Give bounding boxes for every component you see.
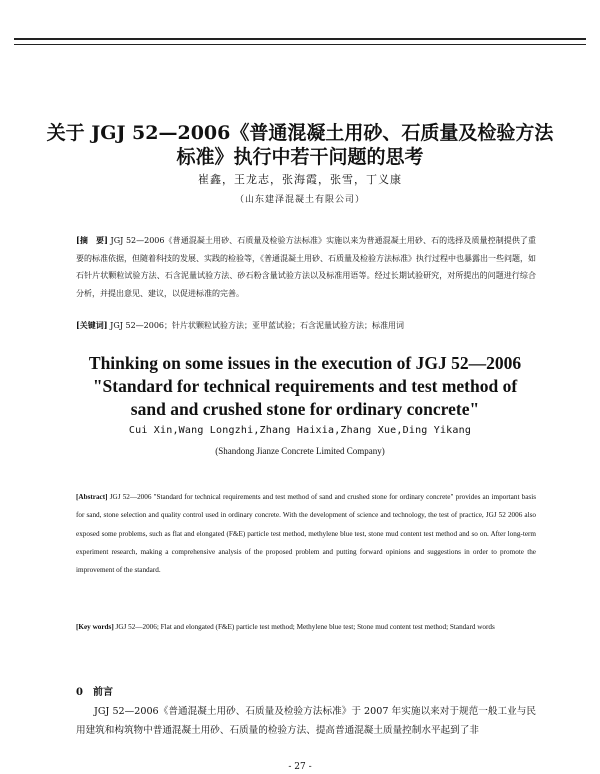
english-authors: Cui Xin,Wang Longzhi,Zhang Haixia,Zhang Xue,Ding Yikang <box>128 425 472 436</box>
english-title-line-2: "Standard for technical requirements and test method of <box>92 376 518 396</box>
page-number: - 27 - <box>288 762 312 772</box>
header-rule-top <box>14 38 586 40</box>
chinese-keywords-text: JGJ 52—2006；针片状颗粒试验方法；亚甲蓝试验；石含泥量试验方法；标准用词 <box>110 321 405 330</box>
english-title <box>60 352 550 421</box>
english-abstract <box>76 488 536 579</box>
chinese-title-line-2: 标准》执行中若干问题的思考 <box>176 146 424 168</box>
english-keywords-label: [Key words] <box>76 623 114 631</box>
english-keywords-text: JGJ 52—2006; Flat and elongated (F&E) particle test method; Methylene blue test; Stone mud content test method; Standard words <box>115 623 495 631</box>
header-rule-bottom <box>14 44 586 45</box>
english-title-line-3: sand and crushed stone for ordinary concrete" <box>130 399 480 419</box>
chinese-keywords <box>76 318 536 333</box>
section-heading-introduction: 0 前言 <box>76 687 113 698</box>
chinese-title <box>0 121 600 169</box>
chinese-abstract <box>76 232 536 302</box>
english-title-line-1: Thinking on some issues in the execution of JGJ 52—2006 <box>88 353 522 373</box>
body-paragraph: JGJ 52—2006《普通混凝土用砂、石质量及检验方法标准》于 2007 年实施以来对于规范一般工业与民用建筑和构筑物中普通混凝土用砂、石质量的检验方法、提高普通混凝土质量控制水平起到了非 <box>76 706 536 736</box>
chinese-affiliation: （山东建泽混凝土有限公司） <box>234 195 365 205</box>
english-affiliation: (Shandong Jianze Concrete Limited Company) <box>215 446 385 456</box>
chinese-abstract-text: JGJ 52—2006《普通混凝土用砂、石质量及检验方法标准》实施以来为普通混凝土用砂、石的选择及质量控制提供了重要的标准依据，但随着科技的发展、实践的检验等，《普通混凝土用砂、石质量及检验方法标准》执行过程中也暴露出一些问题，如石针片状颗粒试验方法、石含泥量试验方法、砂石粉含量试验方法以及标准用语等。经过长期试验研究，对所提出的问题进行综合分析，并提出意见、建议，以促进标准的完善。 <box>76 236 536 298</box>
chinese-keywords-label: [关键词] <box>76 320 108 330</box>
english-abstract-text: JGJ 52—2006 "Standard for technical requirements and test method of sand and crushed stone for ordinary concrete" provides an important basis for sand, stone selection and quality control used in ordinary concrete. With the development of science and technology, the test of practice, JGJ 52 2006 also exposed some problems, such as flat and elongated (F&E) particle test method, methylene blue test, stone mud content test method and so on. After long-term experiment research, making a comprehensive analysis of the proposed problem and putting forward opinions and suggestions in order to promote the improvement of the standard. <box>76 493 537 575</box>
chinese-abstract-label: [摘 要] <box>76 235 108 245</box>
english-abstract-label: [Abstract] <box>76 493 108 501</box>
chinese-title-line-1: 关于 JGJ 52—2006《普通混凝土用砂、石质量及检验方法 <box>46 122 554 144</box>
chinese-authors: 崔鑫，王龙志，张海霞，张雪，丁义康 <box>198 173 402 186</box>
english-keywords <box>76 618 536 636</box>
